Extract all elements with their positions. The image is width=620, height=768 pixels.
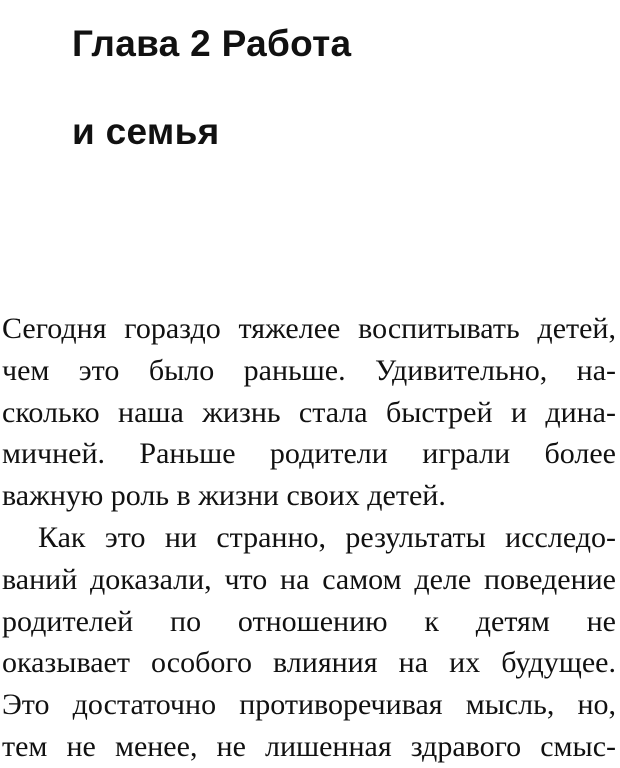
text-line: Это достаточно противоречивая мысль, но,	[2, 688, 616, 722]
text-line: тем не менее, не лишенная здравого смыс-	[2, 729, 616, 763]
chapter-title	[72, 0, 351, 176]
text-line: мичней. Раньше родители играли более	[2, 437, 616, 471]
chapter-title-line-2: и семья	[72, 111, 220, 152]
text-line: Как это ни странно, результаты исследо-	[38, 520, 616, 554]
chapter-body	[2, 308, 616, 768]
text-line: важную роль в жизни своих детей.	[2, 479, 446, 513]
text-line: оказывает особого влияния на их будущее.	[2, 646, 616, 680]
text-line: чем это было раньше. Удивительно, на-	[2, 353, 616, 387]
text-line: Сегодня гораздо тяжелее воспитывать детей,	[2, 312, 616, 345]
paragraph-1	[2, 308, 616, 517]
chapter-title-line-1: Глава 2 Работа	[72, 23, 352, 64]
text-line: родителей по отношению к детям не	[2, 604, 616, 638]
paragraph-2	[2, 517, 616, 768]
text-line: сколько наша жизнь стала быстрей и дина-	[2, 395, 616, 429]
text-line: ваний доказали, что на самом деле поведение	[2, 562, 616, 596]
